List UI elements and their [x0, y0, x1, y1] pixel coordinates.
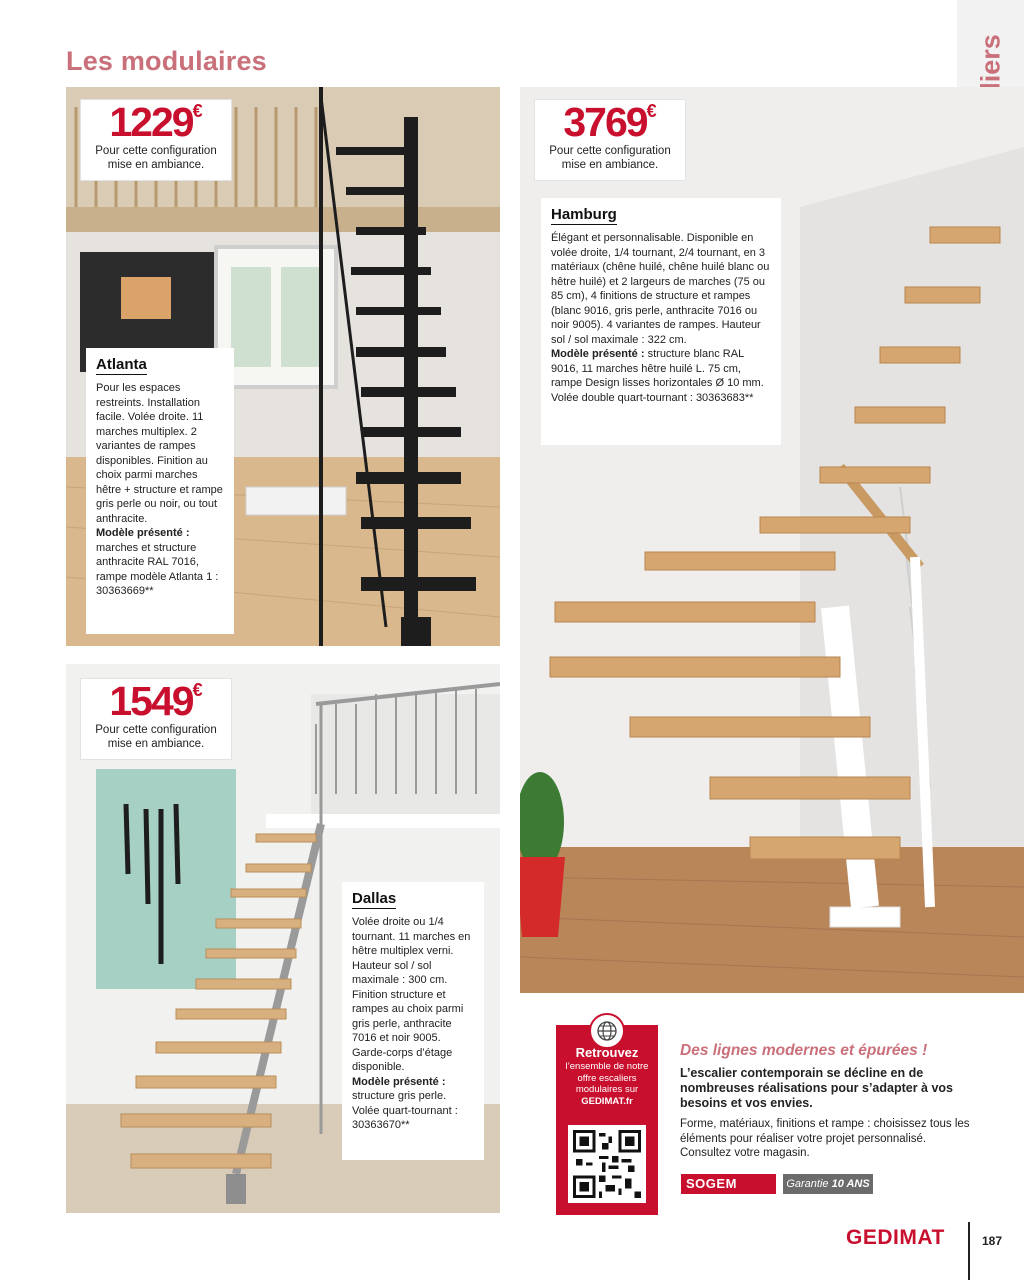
- dallas-model-text: structure gris perle. Volée quart-tournant : 30363670**: [352, 1090, 458, 1131]
- atlanta-name: Atlanta: [96, 356, 147, 373]
- dallas-name: Dallas: [352, 890, 397, 907]
- page-title: Les modulaires: [66, 46, 267, 76]
- price-note: mise en ambiance.: [561, 159, 659, 171]
- hamburg-price-box: [535, 100, 685, 180]
- price-note: mise en ambiance.: [107, 738, 205, 750]
- dallas-price: 1549€: [109, 678, 203, 724]
- hamburg-model-label: Modèle présenté :: [551, 348, 645, 360]
- promo-text: l’ensemble de notre offre escaliers modulaires sur GEDIMAT.fr: [565, 1061, 649, 1107]
- dallas-description: Volée droite ou 1/4 tournant. 11 marches en hêtre multiplex verni. Hauteur sol / sol maximale : 300 cm. Finition structure et rampes au choix parmi gris perle, anthracite 7016 et noir 9005. Garde-corps d’étage disponible.: [352, 916, 471, 1073]
- dallas-info-box: [342, 882, 484, 1160]
- price-note: Pour cette configuration: [95, 724, 217, 736]
- atlanta-info-box: [86, 348, 234, 634]
- gedimat-logo: GEDIMAT: [846, 1226, 945, 1249]
- atlanta-model-text: marches et structure anthracite RAL 7016, rampe modèle Atlanta 1 : 30363669**: [96, 541, 219, 597]
- dallas-model-label: Modèle présenté :: [352, 1075, 446, 1088]
- atlanta-model-label: Modèle présenté :: [96, 527, 190, 539]
- promo-box[interactable]: [556, 1025, 658, 1215]
- lead-text: L’escalier contemporain se décline en de nombreuses réalisations pour s’adapter à vos besoins et vos envies.: [680, 1066, 954, 1110]
- atlanta-price-box: [81, 100, 231, 180]
- price-note: Pour cette configuration: [95, 145, 217, 157]
- warranty-badge: Garantie 10 ANS: [783, 1174, 873, 1194]
- body-text: Forme, matériaux, finitions et rampe : choisissez tous les éléments pour réaliser votre projet personnalisé. Consultez votre magasin.: [680, 1118, 970, 1159]
- hamburg-name: Hamburg: [551, 206, 617, 223]
- price-note: Pour cette configuration: [549, 145, 671, 157]
- slogan: Des lignes modernes et épurées !: [680, 1042, 928, 1059]
- promo-title: Retrouvez: [575, 1045, 639, 1060]
- sogem-logo: SOGEM: [681, 1174, 776, 1194]
- dallas-price-box: [81, 679, 231, 759]
- page-number: 187: [982, 1234, 1003, 1248]
- hamburg-info-box: [541, 198, 781, 445]
- promo-site-link[interactable]: GEDIMAT.fr: [581, 1095, 633, 1107]
- hamburg-description: Élégant et personnalisable. Disponible en volée droite, 1/4 tournant, 2/4 tournant, en 3 matériaux (chêne huilé, chêne huilé blanc ou hêtre huilé) et 2 largeurs de marches (75 ou 85 cm), 4 finitions de structure et rampes (blanc 9016, gris perle, anthracite 7016 ou noir 9005). 4 variantes de rampes. Hauteur sol / sol maximale : 322 cm.: [551, 232, 770, 346]
- hamburg-model-text: structure blanc RAL 9016, 11 marches hêtre huilé L. 75 cm, rampe Design lisses horizontales Ø 10 mm. Volée double quart-tournant : 30363683**: [551, 348, 764, 404]
- price-note: mise en ambiance.: [107, 159, 205, 171]
- hamburg-price: 3769€: [563, 99, 657, 145]
- atlanta-description: Pour les espaces restreints. Installation facile. Volée droite. 11 marches multiplex. 2 variantes de rampes disponibles. Finition au choix parmi marches hêtre + structure et rampe gris perle ou noir, ou tout anthracite.: [96, 382, 223, 525]
- globe-icon: [589, 1013, 625, 1049]
- qr-code[interactable]: [568, 1125, 646, 1203]
- atlanta-price: 1229€: [109, 99, 203, 145]
- footer-divider: [968, 1222, 970, 1280]
